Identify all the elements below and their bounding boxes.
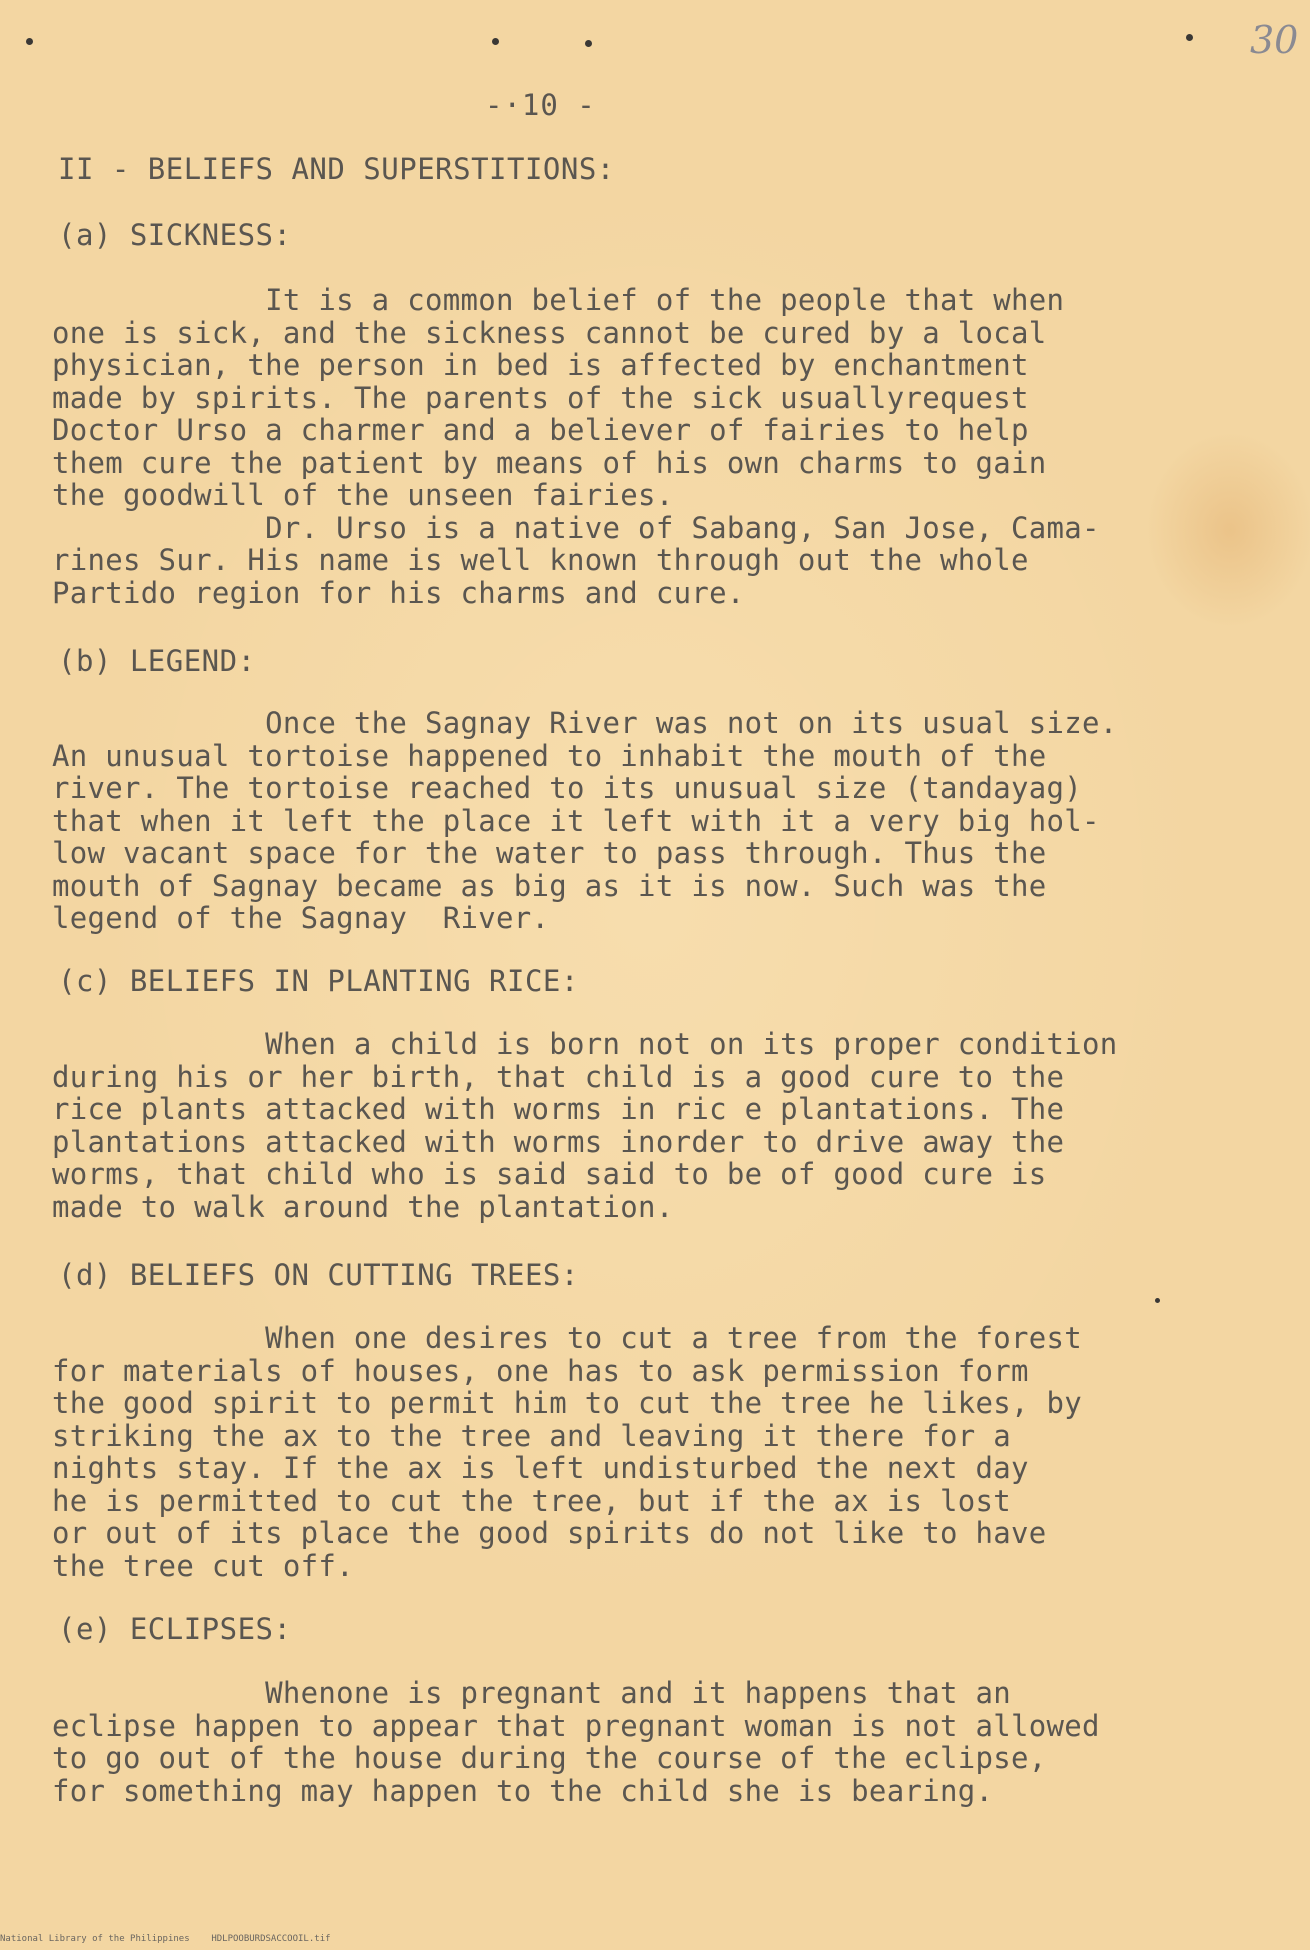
- handwritten-page-mark: 30: [1250, 18, 1299, 62]
- section-title: II - BELIEFS AND SUPERSTITIONS:: [58, 152, 615, 186]
- scan-footer: National Library of the Philippines HDLPOOBURDSACCOOIL.tif: [0, 1934, 331, 1944]
- subsection-heading-legend: (b) LEGEND:: [58, 644, 256, 678]
- subsection-heading-sickness: (a) SICKNESS:: [58, 218, 292, 252]
- paragraph-legend: Once the Sagnay River was not on its usual size. An unusual tortoise happened to inhabit the mouth of the river. The tortoise reached to its unusual size (tandayag) that when it left the place it left with it a very big hol- low vacant space for the water to pass through. Thus the mouth of Sagnay became as big as it is now. Such was the legend of the Sagnay River.: [52, 706, 1118, 935]
- ink-speck: [26, 38, 33, 45]
- ink-speck: [1186, 34, 1193, 41]
- subsection-heading-cutting-trees: (d) BELIEFS ON CUTTING TREES:: [58, 1258, 579, 1292]
- ink-speck: [1155, 1298, 1160, 1303]
- paragraph-cutting-trees: When one desires to cut a tree from the forest for materials of houses, one has to ask permission form the good spirit to permit him to cut the tree he likes, by striking the ax to the tree and leaving it there for a nights stay. If the ax is left undisturbed the next day he is permitted to cut the tree, but if the ax is lost or out of its place the good spirits do not like to have the tree cut off.: [52, 1321, 1083, 1583]
- paragraph-sickness: It is a common belief of the people that when one is sick, and the sickness cannot be cured by a local physician, the person in bed is affected by enchantment made by spirits. The parents of the sick usuallyrequest Doctor Urso a charmer and a believer of fairies to help them cure the patient by means of his own charms to gain the goodwill of the unseen fairies. Dr. Urso is a native of Sabang, San Jose, Cama- rines Sur. His name is well known through out the whole Partido region for his charms and cure.: [52, 283, 1100, 610]
- subsection-heading-planting-rice: (c) BELIEFS IN PLANTING RICE:: [58, 964, 579, 998]
- paragraph-eclipses: Whenone is pregnant and it happens that an eclipse happen to appear that pregnant woman is not allowed to go out of the house during the course of the eclipse, for something may happen to the child she is bearing.: [52, 1676, 1100, 1808]
- subsection-heading-eclipses: (e) ECLIPSES:: [58, 1612, 292, 1646]
- paragraph-planting-rice: When a child is born not on its proper condition during his or her birth, that child is a good cure to the rice plants attacked with worms in ric e plantations. The plantations attacked with worms inorder to drive away the worms, that child who is said said to be of good cure is made to walk around the plantation.: [52, 1027, 1118, 1224]
- ink-speck: [492, 38, 499, 45]
- ink-speck: [585, 40, 592, 47]
- page-number: -·10 -: [485, 88, 596, 122]
